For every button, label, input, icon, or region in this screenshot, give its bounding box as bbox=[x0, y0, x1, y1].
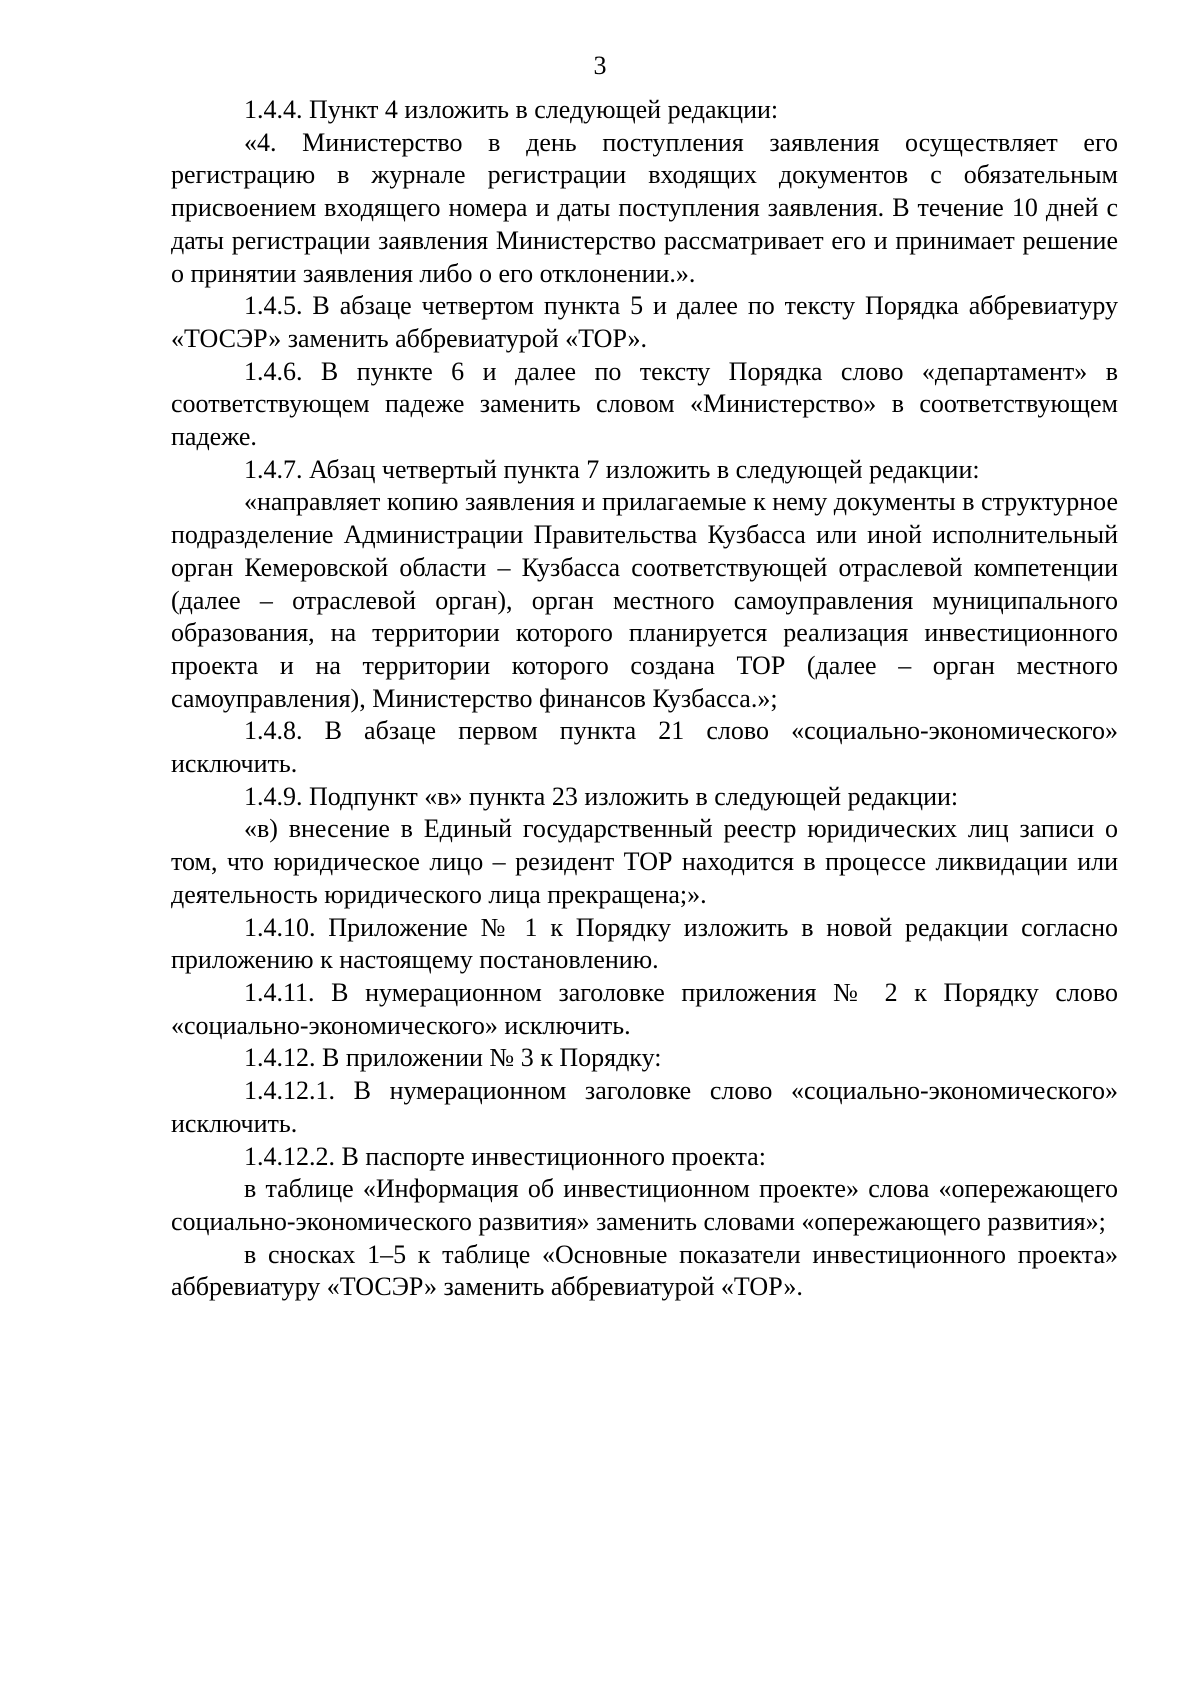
paragraph-quote-item-7: «направляет копию заявления и прилагаемые к нему документы в структурное подразделение Администрации Правительства Кузбасса или иной исполнительный орган Кемеровской области – Кузбасса соответствующей отраслевой компетенции (далее – отраслевой орган), орган местного самоуправления муниципального образования, на территории которого планируется реализация инвестиционного проекта и на территории которого создана ТОР (далее – орган местного самоуправления), Министерство финансов Кузбасса.»; bbox=[171, 487, 1118, 713]
page-number: 3 bbox=[593, 51, 607, 80]
paragraph-quote-item-23: «в) внесение в Единый государственный реестр юридических лиц записи о том, что юридическое лицо – резидент ТОР находится в процессе ликвидации или деятельность юридического лица прекращена;». bbox=[171, 814, 1118, 909]
paragraph-footnotes: в сносках 1–5 к таблице «Основные показатели инвестиционного проекта» аббревиатуру «ТОСЭР» заменить аббревиатурой «ТОР». bbox=[171, 1239, 1118, 1302]
paragraph-1-4-5: 1.4.5. В абзаце четвертом пункта 5 и далее по тексту Порядка аббревиатуру «ТОСЭР» заменить аббревиатурой «ТОР». bbox=[171, 291, 1118, 353]
paragraph-1-4-11: 1.4.11. В нумерационном заголовке приложения № 2 к Порядку слово «социально-экономического» исключить. bbox=[171, 977, 1118, 1040]
document-body bbox=[171, 94, 1118, 1304]
paragraph-1-4-12: 1.4.12. В приложении № 3 к Порядку: bbox=[244, 1043, 662, 1073]
paragraph-1-4-9: 1.4.9. Подпункт «в» пункта 23 изложить в следующей редакции: bbox=[244, 781, 959, 811]
paragraph-quote-item-4: «4. Министерство в день поступления заявления осуществляет его регистрацию в журнале регистрации входящих документов с обязательным присвоением входящего номера и даты поступления заявления. В течение 10 дней с даты регистрации заявления Министерство рассматривает его и принимает решение о принятии заявления либо о его отклонении.». bbox=[171, 127, 1118, 288]
paragraph-1-4-12-1: 1.4.12.1. В нумерационном заголовке слово «социально-экономического» исключить. bbox=[171, 1076, 1118, 1138]
paragraph-1-4-10: 1.4.10. Приложение № 1 к Порядку изложить в новой редакции согласно приложению к настоящему постановлению. bbox=[171, 912, 1118, 975]
paragraph-1-4-7: 1.4.7. Абзац четвертый пункта 7 изложить в следующей редакции: bbox=[244, 454, 980, 484]
paragraph-1-4-6: 1.4.6. В пункте 6 и далее по тексту Порядка слово «департамент» в соответствующем падеже заменить словом «Министерство» в соответствующем падеже. bbox=[171, 356, 1118, 452]
paragraph-1-4-4: 1.4.4. Пункт 4 изложить в следующей редакции: bbox=[244, 95, 779, 124]
paragraph-1-4-12-2: 1.4.12.2. В паспорте инвестиционного проекта: bbox=[244, 1141, 766, 1171]
paragraph-table-info: в таблице «Информация об инвестиционном проекте» слова «опережающего социально-экономического развития» заменить словами «опережающего развития»; bbox=[171, 1174, 1118, 1236]
paragraph-1-4-8: 1.4.8. В абзаце первом пункта 21 слово «социально-экономического» исключить. bbox=[171, 716, 1118, 779]
